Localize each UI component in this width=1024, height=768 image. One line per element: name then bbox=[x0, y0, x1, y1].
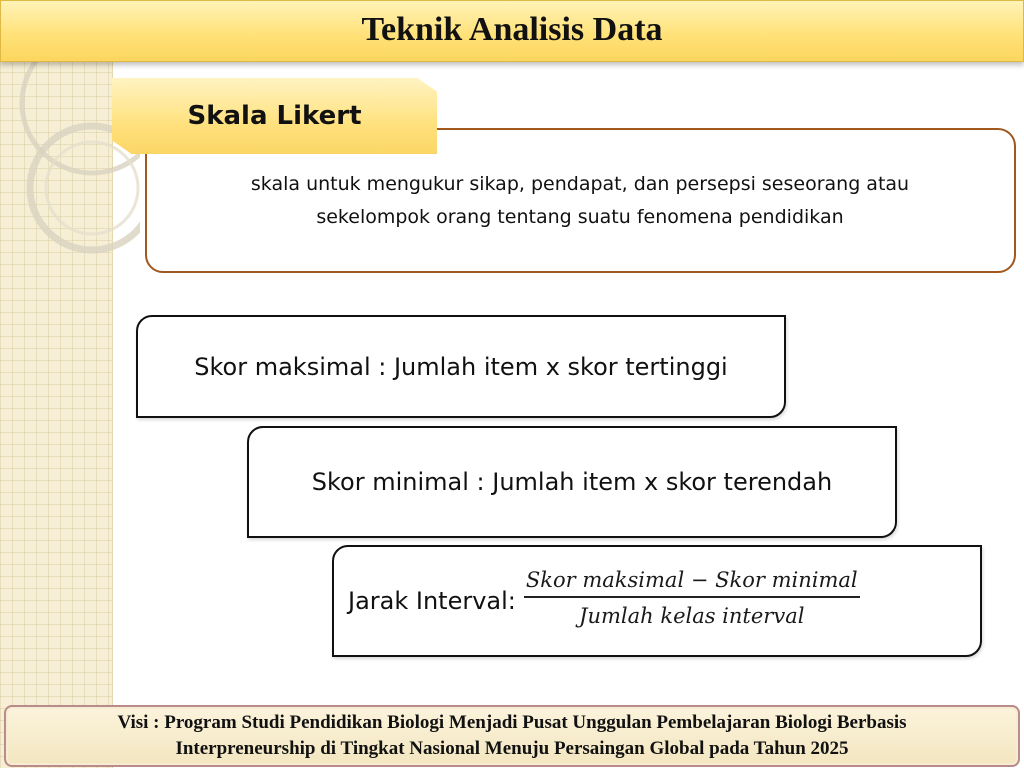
max-score-box bbox=[136, 315, 786, 418]
vision-bar bbox=[4, 705, 1020, 767]
definition-line-1: skala untuk mengukur sikap, pendapat, dan persepsi seseorang atau bbox=[250, 173, 910, 195]
min-score-box bbox=[247, 426, 897, 538]
section-tab-label: Skala Likert bbox=[187, 101, 362, 131]
title-bar bbox=[0, 0, 1024, 62]
min-score-text: Skor minimal : Jumlah item x skor terendah bbox=[311, 468, 833, 496]
slide-title: Teknik Analisis Data bbox=[361, 11, 663, 48]
definition-line-2: sekelompok orang tentang suatu fenomena pendidikan bbox=[316, 206, 844, 228]
formula-numerator: Skor maksimal − Skor minimal bbox=[525, 568, 858, 593]
definition-text bbox=[160, 168, 1000, 234]
vision-line-2: Interpreneurship di Tingkat Nasional Menuju Persaingan Global pada Tahun 2025 bbox=[175, 738, 849, 759]
interval-formula bbox=[524, 568, 860, 628]
interval-label: Jarak Interval: bbox=[348, 587, 516, 615]
vision-line-1: Visi : Program Studi Pendidikan Biologi Menjadi Pusat Unggulan Pembelajaran Biologi Berbasis bbox=[117, 712, 907, 733]
interval-box bbox=[332, 545, 982, 657]
max-score-text: Skor maksimal : Jumlah item x skor tertinggi bbox=[194, 352, 728, 381]
vision-text bbox=[117, 710, 906, 762]
formula-denominator: Jumlah kelas interval bbox=[579, 603, 805, 628]
